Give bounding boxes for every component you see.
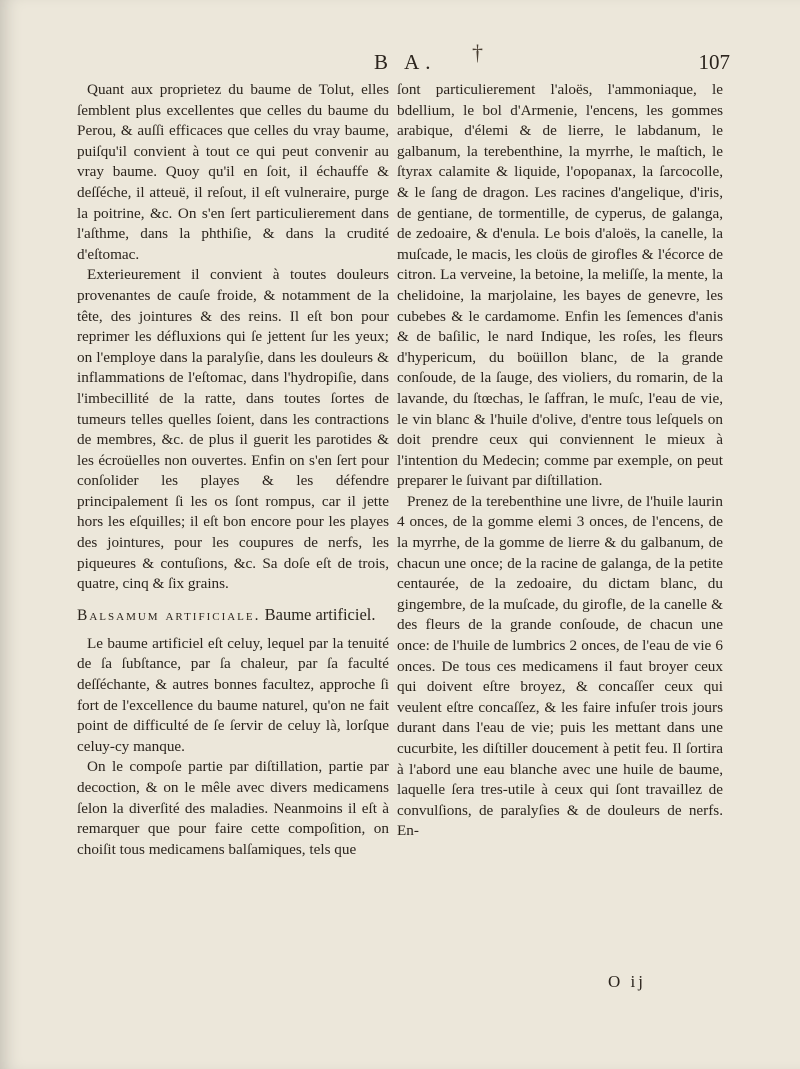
paragraph: Quant aux proprietez du baume de Tolut, elles ſemblent plus excellentes que celles du baume du Perou, & auſſi efficaces que celles du vray baume, puiſqu'il convient à tout ce qui peut convenir au vray baume. Quoy qu'il en ſoit, il échauffe & deſſéche, il atteuë, il reſout, il eſt vulneraire, purge la poitrine, &c. On s'en ſert particulierement dans l'aſthme, dans la phthiſie, & dans la crudité d'eſtomac. (77, 81, 389, 263)
paragraph: ſont particulierement l'aloës, l'ammoniaque, le bdellium, le bol d'Armenie, l'encens, les gommes arabique, d'élemi & de lierre, le labdanum, le galbanum, la terebenthine, la myrrhe, le maſtich, le ſtyrax calamite & liquide, l'opopanax, la ſarcocolle, & le ſang de dragon. Les racines d'angelique, d'iris, de gentiane, de tormentille, de cyperus, de galanga, de zedoaire, & d'enula. Le bois d'aloës, la canelle, la muſcade, le macis, les cloüs de girofles & l'écorce de citron. La verveine, la betoine, la meliſſe, la mente, la chelidoine, la marjolaine, les bayes de genevre, les cubebes & le cardamome. Enfin les ſemences d'anis & de baſilic, le nard Indique, les roſes, les fleurs d'hypericum, du boüillon blanc, de la grande conſoude, de la ſauge, des violiers, du romarin, de la lavande, du ſtœchas, le ſaffran, le muſc, l'eau de vie, le vin blanc & l'huile d'olive, d'entre tous leſquels on doit prendre ceux qui conviennent le mieux à l'intention du Medecin; comme par exemple, on peut preparer le ſuivant par diſtillation. (397, 81, 723, 490)
page-header (40, 50, 730, 80)
left-column (77, 80, 389, 860)
section-heading-french: Baume artificiel. (264, 604, 376, 624)
section-heading (77, 605, 389, 626)
paragraph: Prenez de la terebenthine une livre, de l'huile laurin 4 onces, de la gomme elemi 3 onces, de l'encens, de la myrrhe, de la gomme de lierre & du galbanum, de chacun une once; de la racine de galanga, de la petite centaurée, de la zedoaire, du dictam blanc, du gingembre, de la muſcade, du girofle, de la canelle & des fleurs de la grande conſoude, de chacun une once: de l'huile de lumbrics 2 onces, de l'eau de vie 6 onces. De tous ces medicamens il faut broyer ceux qui doivent eſtre broyez, & concaſſer ceux qui veulent eſtre concaſſez, & les faire infuſer trois jours durant dans l'eau de vie; puis les mettant dans une cucurbite, les diſtiller doucement à petit feu. Il ſortira à l'abord une eau blanche avec une huile de baume, laquelle ſera tres-utile à ceux qui ſont travaillez de convulſions, de paralyſies & de douleurs de nerfs. En- (397, 492, 723, 840)
ink-mark-icon: † (472, 40, 483, 65)
signature-mark: O ij (608, 972, 646, 991)
paragraph: On le compoſe partie par diſtillation, partie par decoction, & on le mêle avec divers medicamens ſelon la diverſité des maladies. Neanmoins il eſt à remarquer que pour faire cette compoſition, on choiſit tous medicamens balſamiques, tels que (77, 758, 389, 858)
running-head: B A. (374, 50, 437, 74)
section-heading-latin: Balsamum artificiale. (77, 606, 261, 624)
paragraph: Le baume artificiel eſt celuy, lequel par la tenuité de ſa ſubſtance, par ſa chaleur, par ſa faculté deſſéchante, & autres bonnes facultez, approche ſi fort de l'excellence du baume naturel, qu'on ne fait point de difficulté de ſe ſervir de celuy là, lorſque celuy-cy manque. (77, 634, 389, 755)
right-column (397, 80, 723, 842)
page-number: 107 (698, 50, 730, 74)
paragraph: Exterieurement il convient à toutes douleurs provenantes de cauſe froide, & notamment de la tête, des jointures & des reins. Il eſt bon pour reprimer les défluxions qui ſe jettent ſur les yeux; on l'employe dans la paralyſie, dans les douleurs & inflammations de l'eſtomac, dans l'hydropiſie, dans l'imbecillité de la ratte, dans toutes ſortes de tumeurs telles quelles ſoient, dans les contractions de membres, &c. de plus il guerit les parotides & les écroüelles non ouvertes. Enfin on s'en ſert pour conſolider les playes & les défendre principalement ſi les os ſont rompus, car il jette hors les eſquilles; il eſt bon encore pour les playes des jointures, pour les coupures de nerfs, les piqueures & contuſions, &c. Sa doſe eſt de trois, quatre, cinq & ſix grains. (77, 266, 389, 593)
